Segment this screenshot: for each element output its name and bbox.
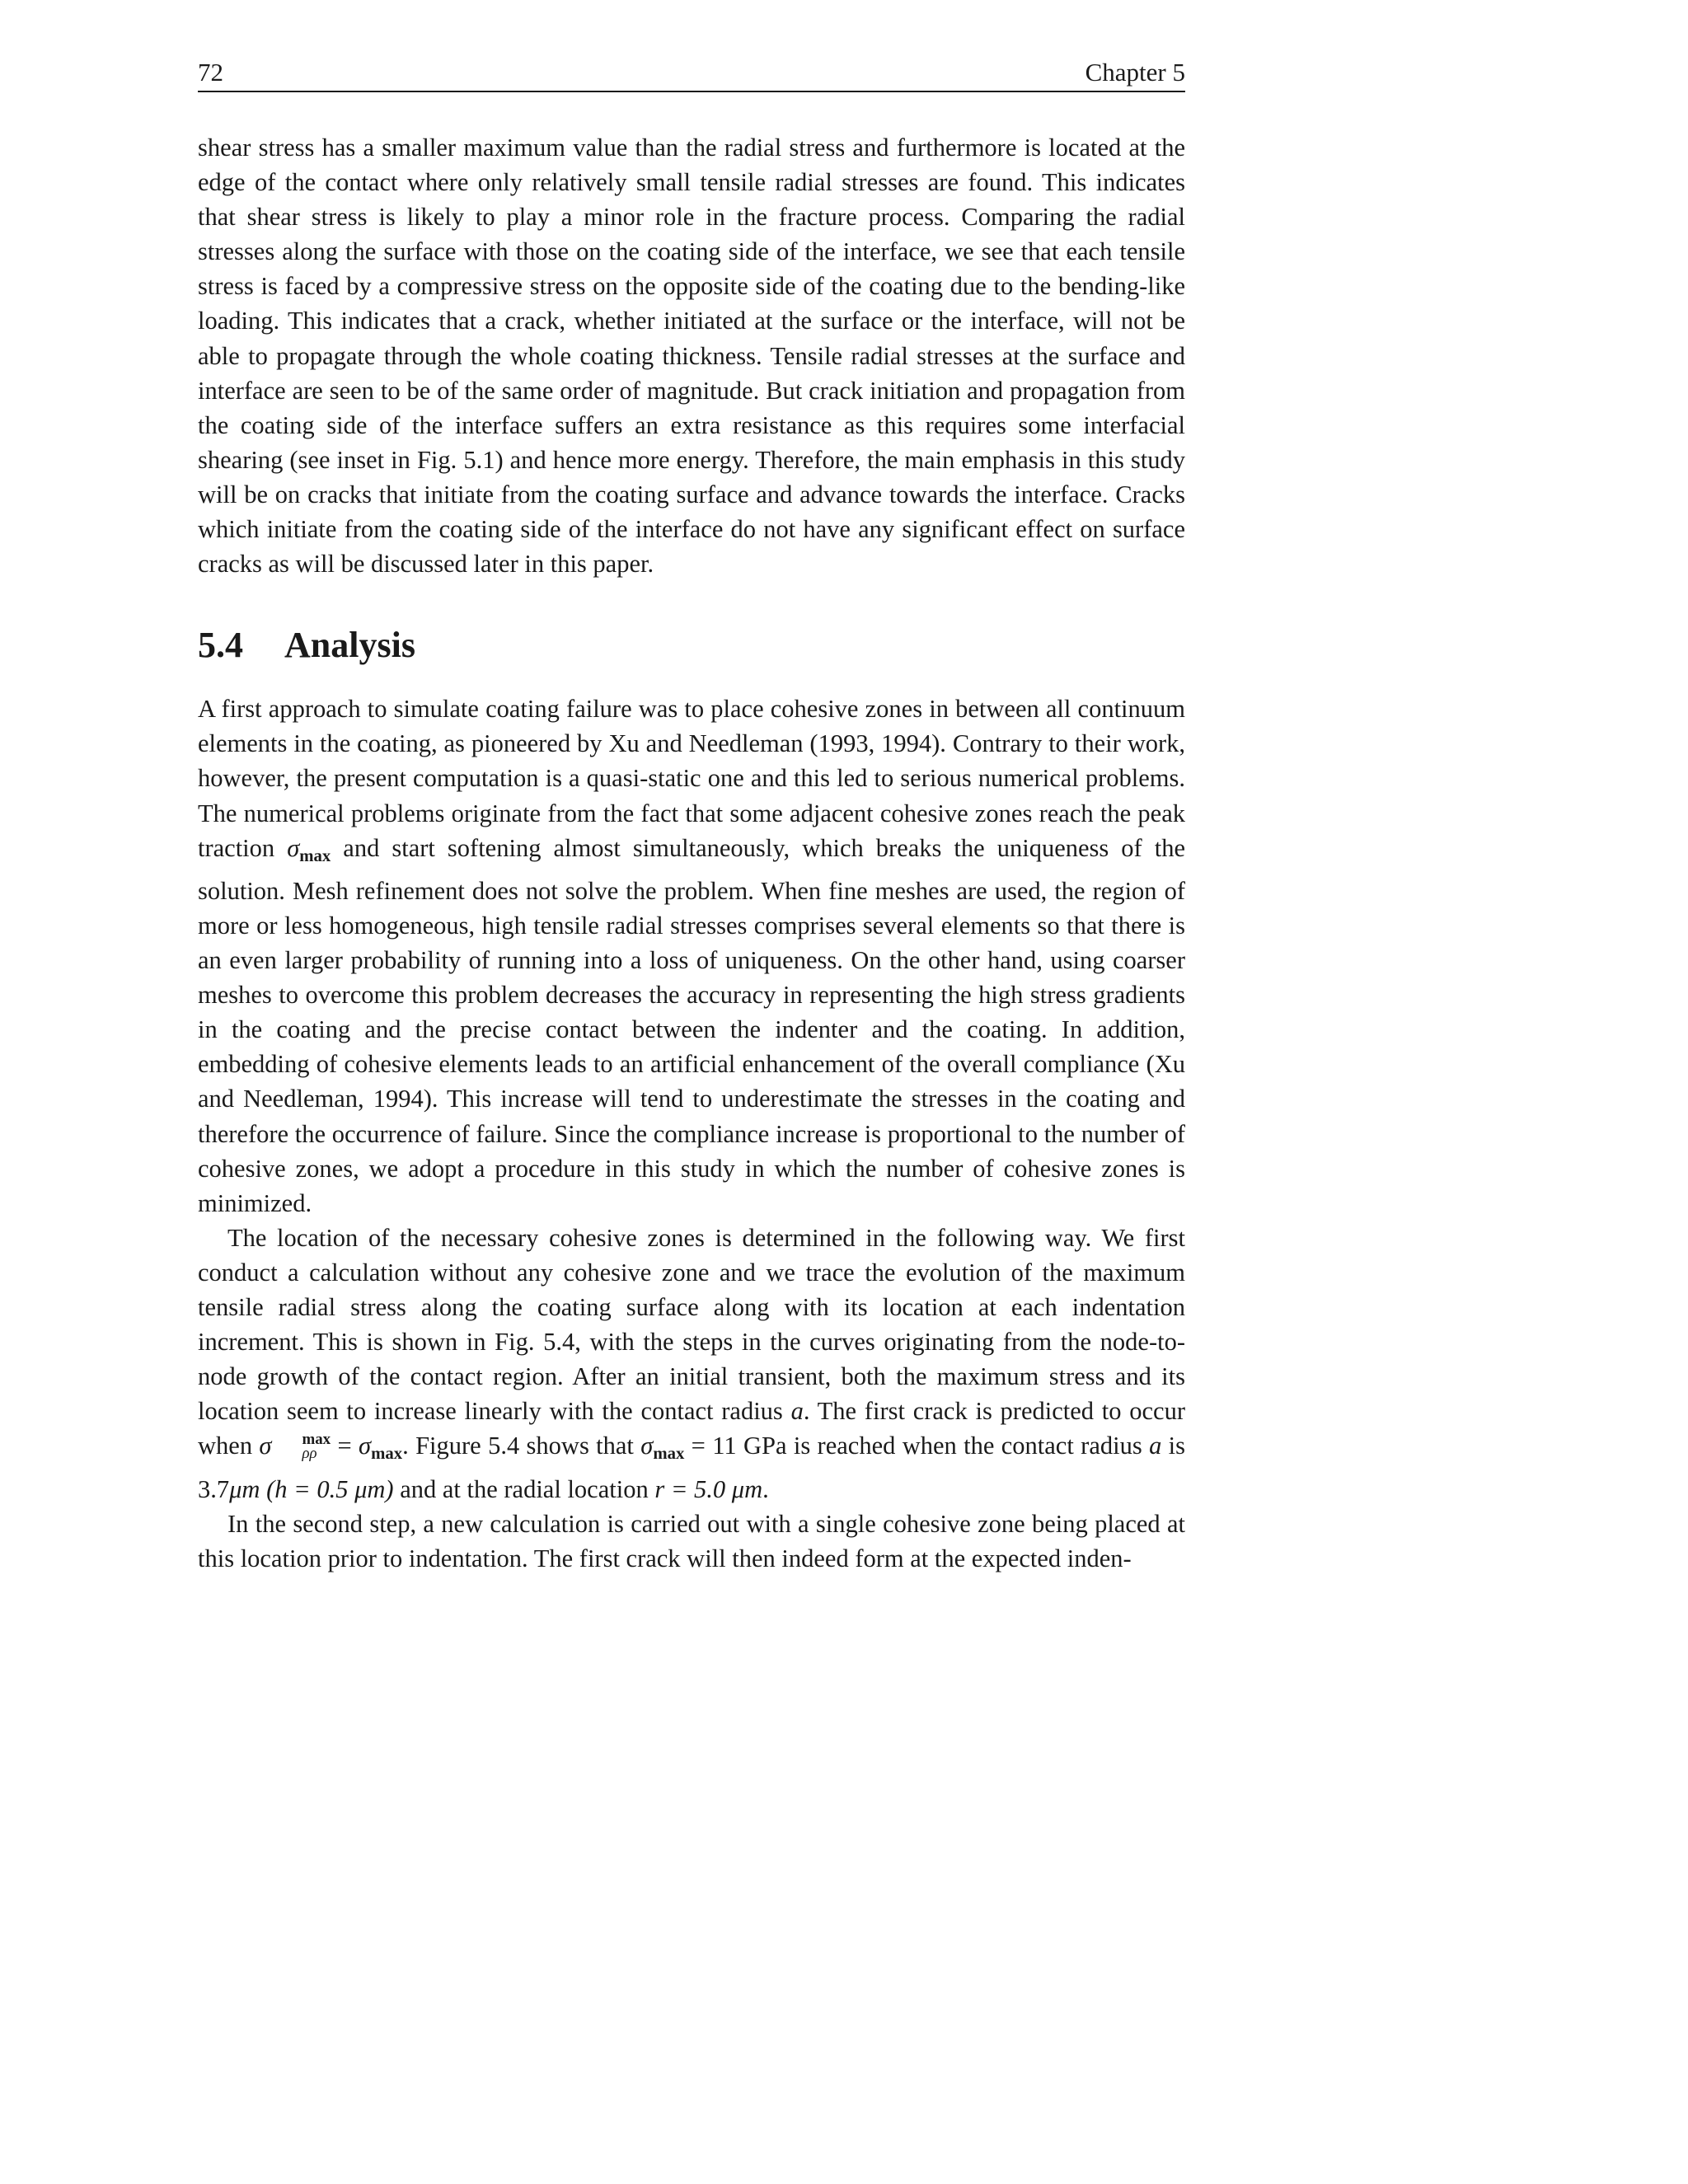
max-subscript: max [371,1445,403,1464]
max-superscript: max [302,1431,331,1449]
r-value: = 5.0 μm [664,1474,763,1503]
var-a-2: a [1149,1432,1162,1460]
equals-sign-2: = [684,1432,713,1460]
paragraph-3-text-g: . [762,1474,769,1503]
max-subscript: max [653,1445,685,1464]
paragraph-3-text-e: is [1161,1432,1186,1460]
sigma-glyph: σ [359,1432,372,1460]
page [198,58,1185,1576]
sigma-max-symbol-2 [359,1432,403,1464]
paragraph-3-text-a: The location of the necessary cohesive zones is determined in the following way. We first conduct a calculation without any cohesive zone and we trace the evolution of the maximum tensile radial stress along the coating surface along with its location at each indentation increment. This is shown in Fig. 5.4, with the steps in the curves originating from the node-to-node growth of the contact region. After an initial transient, both the maximum stress and its location seem to increase linearly with the contact radius [198,1223,1185,1426]
paragraph-3-text-c: . Figure 5.4 shows that [402,1432,641,1460]
h-value: (h = 0.5 μm) [260,1474,394,1503]
var-r: r [654,1474,665,1503]
section-heading [198,624,1185,667]
value-3-7: 3.7 [198,1474,230,1503]
rhorho-subscript: ρρ [302,1445,317,1463]
body-text [198,130,1185,1576]
paragraph-2-text-b: and start softening almost simultaneously, which breaks the uniqueness of the solution. Mesh refinement does not solve the problem. When fine meshes are used, the region of more or less homogeneous, high tensile radial stresses comprises several elements so that there is an even larger probability of running into a loss of uniqueness. On the other hand, using coarser meshes to overcome this problem decreases the accuracy in representing the high stress gradients in the coating and the precise contact between the indenter and the coating. In addition, embedding of cohesive elements leads to an artificial enhancement of the overall compliance (Xu and Needleman, 1994). This increase will tend to underestimate the stresses in the coating and therefore the occurrence of failure. Since the compliance increase is proportional to the number of cohesive zones, we adopt a procedure in this study in which the number of cohesive zones is minimized. [198,833,1186,1217]
running-head [198,58,1185,92]
sigma-glyph: σ [259,1432,272,1460]
paragraph-3-text-d: 11 GPa is reached when the contact radius [712,1432,1150,1460]
supsub [272,1431,331,1463]
paragraph-1: shear stress has a smaller maximum value than the radial stress and furthermore is located at the edge of the contact where only relatively small tensile radial stresses are found. This indicates that shear stress is likely to play a minor role in the fracture process. Comparing the radial stresses along the surface with those on the coating side of the interface, we see that each tensile stress is faced by a compressive stress on the opposite side of the coating due to the bending-like loading. This indicates that a crack, whether initiated at the surface or the interface, will not be able to propagate through the whole coating thickness. Tensile radial stresses at the surface and interface are seen to be of the same order of magnitude. But crack initiation and propagation from the coating side of the interface suffers an extra resistance as this requires some interfacial shearing (see inset in Fig. 5.1) and hence more energy. Therefore, the main emphasis in this study will be on cracks that initiate from the coating surface and advance towards the interface. Cracks which initiate from the coating side of the interface do not have any significant effect on surface cracks as will be discussed later in this paper. [198,134,1185,579]
equals-sign: = [331,1432,359,1460]
paragraph-3-text-b: . The first crack is predicted to occur when [198,1397,1185,1460]
sigma-rhorho-max-symbol [259,1431,331,1463]
paragraph-2-text-a: A first approach to simulate coating failure was to place cohesive zones in between all continuum elements in the coating, as pioneered by Xu and Needleman (1993, 1994). Contrary to their work, however, the present computation is a quasi-static one and this led to serious numerical problems. The numerical problems originate from the fact that some adjacent cohesive zones reach the peak traction [198,695,1185,862]
paragraph-4: In the second step, a new calculation is carried out with a single cohesive zone being placed at this location prior to indentation. The first crack will then indeed form at the expected inden- [198,1509,1185,1572]
section-number: 5.4 [198,625,243,666]
section-title: Analysis [284,625,415,666]
paragraph-3 [198,1221,1185,1507]
mu-m-unit: μm [229,1474,260,1503]
chapter-title: Chapter 5 [1085,58,1185,87]
page-number: 72 [198,58,223,87]
sigma-glyph: σ [287,833,300,862]
sigma-glyph: σ [640,1432,654,1460]
sigma-max-symbol-3 [640,1432,685,1464]
sigma-max-symbol [287,833,331,865]
max-subscript: max [299,846,331,865]
var-a-1: a [790,1397,804,1426]
paragraph-2 [198,691,1185,1221]
paragraph-3-text-f: and at the radial location [393,1474,655,1503]
